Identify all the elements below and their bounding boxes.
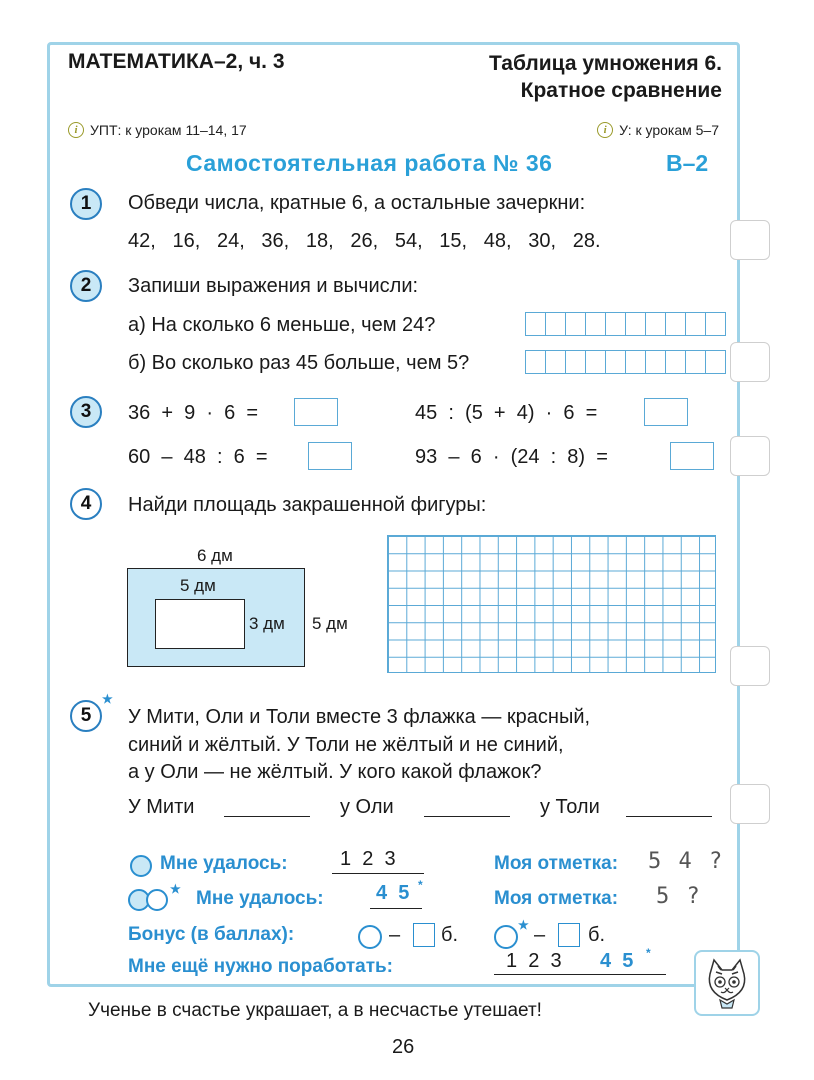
info-icon: i [597,122,613,138]
task3-expr-1: 36 + 9 · 6 = [128,402,259,424]
task3-answer-box-4[interactable] [670,442,714,470]
task5-answer-label-3: у Толи [540,796,600,818]
circle-icon [130,855,152,877]
task2-b-text: б) Во сколько раз 45 больше, чем 5? [128,352,470,374]
circle-icon [358,925,382,949]
work-label: Мне ещё нужно поработать: [128,956,394,977]
bonus-dash-1: – [389,924,401,946]
topic-title [489,50,722,104]
self-assess-line-2 [370,908,422,909]
self-assess-label-2: Мне удалось: [196,888,324,909]
work-values-b: 4 5 [600,950,634,972]
inner-width-label: 5 дм [180,576,216,595]
self-assess-line-1 [332,873,424,874]
topic-line-2: Кратное сравнение [520,79,722,102]
task5-answer-label-2: у Оли [340,796,394,818]
mark-label-1: Моя отметка: [494,853,619,874]
mark-value-1: 5 4 ? [648,849,725,874]
work-line [494,974,666,975]
side-tab [730,436,770,476]
footnote-star: * [418,878,423,892]
outer-height-label: 5 дм [312,614,348,633]
squared-grid[interactable] [387,535,716,673]
subject-title: МАТЕМАТИКА–2, ч. 3 [68,50,285,73]
star-icon: ★ [102,692,113,706]
task-number-5: 5 [70,700,102,732]
side-tab [730,342,770,382]
task3-expr-4: 93 – 6 · (24 : 8) = [415,446,608,468]
self-assess-values-2: 4 5 [376,882,410,904]
task3-answer-box-1[interactable] [294,398,338,426]
task5-line-2: синий и жёлтый. У Толи не жёлтый и не синий, [128,734,564,756]
info-right-text: У: к урокам 5–7 [619,122,719,138]
task3-answer-box-3[interactable] [308,442,352,470]
side-tab [730,784,770,824]
mark-label-2: Моя отметка: [494,888,619,909]
info-left [68,122,247,138]
task5-line-1: У Мити, Оли и Толи вместе 3 флажка — красный, [128,706,591,728]
bonus-unit-1: б. [441,924,459,946]
task5-line-3: а у Оли — не жёлтый. У кого какой флажок? [128,761,542,783]
star-icon: ★ [518,918,529,932]
task3-expr-2: 45 : (5 + 4) · 6 = [415,402,598,424]
task4-text: Найди площадь закрашенной фигуры: [128,494,487,516]
task2-text: Запиши выражения и вычисли: [128,275,419,297]
work-values-a: 1 2 3 [506,950,562,972]
info-right [597,122,719,138]
task1-numbers: 42, 16, 24, 36, 18, 26, 54, 15, 48, 30, 28. [128,230,601,252]
task-number-4: 4 [70,488,102,520]
proverb: Ученье в счастье украшает, а в несчастье утешает! [88,1000,542,1021]
self-assess-label-1: Мне удалось: [160,853,288,874]
task5-answer-line-2[interactable] [424,816,510,817]
star-icon: ★ [170,882,181,896]
circle-icon [146,889,168,911]
outer-width-label: 6 дм [197,546,233,565]
bonus-dash-2: – [534,924,546,946]
cat-mascot-icon [694,950,760,1016]
topic-line-1: Таблица умножения 6. [488,52,722,75]
task-number-2: 2 [70,270,102,302]
work-title: Самостоятельная работа № 36 [186,150,553,176]
task5-answer-line-3[interactable] [626,816,712,817]
variant-label: В–2 [666,150,709,176]
bonus-unit-2: б. [588,924,606,946]
bonus-label: Бонус (в баллах): [128,924,295,945]
info-icon: i [68,122,84,138]
footnote-star: * [646,946,651,960]
task2-b-answer-cells[interactable] [525,350,726,374]
mark-value-2: 5 ? [656,884,702,909]
task2-a-answer-cells[interactable] [525,312,726,336]
inner-height-label: 3 дм [249,614,285,633]
inner-rectangle [155,599,245,649]
task-number-1: 1 [70,188,102,220]
side-tab [730,646,770,686]
bonus-box-1[interactable] [413,923,435,947]
task5-answer-line-1[interactable] [224,816,310,817]
circle-icon [494,925,518,949]
bonus-box-2[interactable] [558,923,580,947]
task2-a-text: а) На сколько 6 меньше, чем 24? [128,314,436,336]
task5-answer-label-1: У Мити [128,796,195,818]
task3-answer-box-2[interactable] [644,398,688,426]
self-assess-values-1: 1 2 3 [340,848,396,870]
page-number: 26 [392,1036,415,1058]
task-number-3: 3 [70,396,102,428]
task3-expr-3: 60 – 48 : 6 = [128,446,268,468]
side-tab [730,220,770,260]
task1-text: Обведи числа, кратные 6, а остальные зачеркни: [128,192,586,214]
info-left-text: УПТ: к урокам 11–14, 17 [90,122,247,138]
